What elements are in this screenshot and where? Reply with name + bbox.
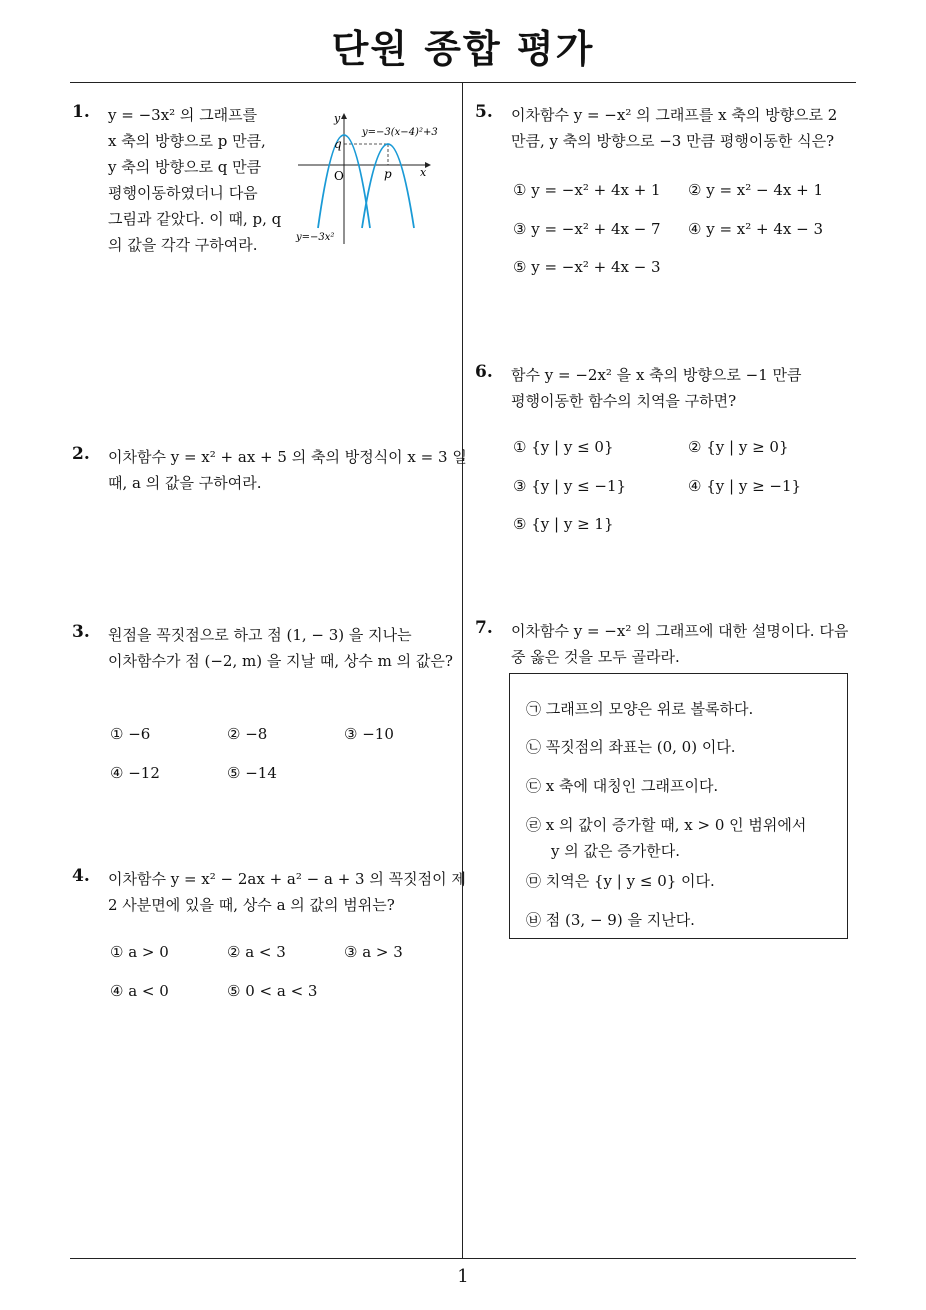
problem-line: y 축의 방향으로 q 만큼: [108, 158, 262, 176]
choice-5[interactable]: ⑤ 0 < a < 3: [227, 982, 318, 1000]
choice-4[interactable]: ④ −12: [110, 764, 160, 782]
statement-item[interactable]: ㉡ 꼭짓점의 좌표는 (0, 0) 이다.: [526, 738, 736, 756]
choice-4[interactable]: ④ y = x² + 4x − 3: [688, 220, 824, 238]
statement-item[interactable]: ㉣ x 의 값이 증가할 때, x > 0 인 범위에서: [526, 816, 807, 834]
problem-text: [108, 102, 281, 258]
problem-line: 만큼, y 축의 방향으로 −3 만큼 평행이동한 식은?: [511, 132, 835, 150]
problem-text: [108, 444, 467, 496]
problem-text: [108, 866, 466, 918]
p-label: p: [384, 167, 392, 181]
choice-3[interactable]: ③ y = −x² + 4x − 7: [513, 220, 661, 238]
problem-text: [108, 622, 453, 674]
column-divider: [462, 82, 463, 1258]
statement-item[interactable]: ㉤ 치역은 {y | y ≤ 0} 이다.: [526, 872, 715, 890]
problem-line: 이차함수 y = −x² 의 그래프에 대한 설명이다. 다음: [511, 622, 849, 640]
choice-3[interactable]: ③ {y | y ≤ −1}: [513, 477, 627, 495]
problem-number: 1.: [72, 102, 90, 122]
choice-2[interactable]: ② y = x² − 4x + 1: [688, 181, 824, 199]
page-number: 1: [457, 1266, 469, 1287]
problem-line: 이차함수 y = −x² 의 그래프를 x 축의 방향으로 2: [511, 106, 838, 124]
problem-line: 중 옳은 것을 모두 골라라.: [511, 648, 680, 666]
problem-line: x 축의 방향으로 p 만큼,: [108, 132, 266, 150]
choice-2[interactable]: ② −8: [227, 725, 268, 743]
bottom-divider: [70, 1258, 856, 1259]
problem-number: 4.: [72, 866, 90, 886]
choice-5[interactable]: ⑤ {y | y ≥ 1}: [513, 515, 614, 533]
problem-line: 원점을 꼭짓점으로 하고 점 (1, − 3) 을 지나는: [108, 626, 412, 644]
problem-line: y = −3x² 의 그래프를: [108, 106, 258, 124]
curve-top-label: y=−3(x−4)²+3: [362, 127, 438, 138]
problem-line: 이차함수 y = x² + ax + 5 의 축의 방정식이 x = 3 일: [108, 448, 467, 466]
page-title: 단원 종합 평가: [331, 27, 595, 71]
choice-3[interactable]: ③ −10: [344, 725, 394, 743]
problem-text: [511, 618, 848, 670]
choice-2[interactable]: ② a < 3: [227, 943, 286, 961]
y-axis-label: y: [334, 112, 341, 125]
choice-4[interactable]: ④ a < 0: [110, 982, 169, 1000]
problem-number: 6.: [475, 362, 493, 382]
q-label: q: [334, 137, 342, 151]
problem-line: 평행이동한 함수의 치역을 구하면?: [511, 392, 737, 410]
statement-box: [509, 673, 848, 939]
problem-number: 3.: [72, 622, 90, 642]
statement-item[interactable]: ㉢ x 축에 대칭인 그래프이다.: [526, 777, 719, 795]
problem-line: 이차함수 y = x² − 2ax + a² − a + 3 의 꼭짓점이 제: [108, 870, 466, 888]
choice-5[interactable]: ⑤ −14: [227, 764, 277, 782]
problem-line: 2 사분면에 있을 때, 상수 a 의 값의 범위는?: [108, 896, 395, 914]
problem-line: 이차함수가 점 (−2, m) 을 지날 때, 상수 m 의 값은?: [108, 652, 453, 670]
parabola-graph: [288, 104, 460, 246]
problem-text: [511, 102, 837, 154]
problem-number: 5.: [475, 102, 493, 122]
curve-bottom-label: y=−3x²: [296, 232, 335, 243]
choice-1[interactable]: ① a > 0: [110, 943, 169, 961]
choice-1[interactable]: ① {y | y ≤ 0}: [513, 438, 614, 456]
problem-line: 그림과 같았다. 이 때, p, q: [108, 210, 282, 228]
statement-item[interactable]: ㉥ 점 (3, − 9) 을 지난다.: [526, 911, 695, 929]
problem-number: 7.: [475, 618, 493, 638]
problem-number: 2.: [72, 444, 90, 464]
choice-5[interactable]: ⑤ y = −x² + 4x − 3: [513, 258, 661, 276]
statement-item-continuation: y 의 값은 증가한다.: [551, 842, 680, 860]
problem-line: 의 값을 각각 구하여라.: [108, 236, 258, 254]
statement-item[interactable]: ㉠ 그래프의 모양은 위로 볼록하다.: [526, 700, 754, 718]
x-axis-label: x: [420, 166, 427, 179]
choice-1[interactable]: ① −6: [110, 725, 151, 743]
top-divider: [70, 82, 856, 83]
choice-1[interactable]: ① y = −x² + 4x + 1: [513, 181, 661, 199]
problem-line: 때, a 의 값을 구하여라.: [108, 474, 262, 492]
choice-2[interactable]: ② {y | y ≥ 0}: [688, 438, 789, 456]
problem-line: 평행이동하였더니 다음: [108, 184, 258, 202]
problem-text: [511, 362, 802, 414]
origin-label: O: [334, 169, 344, 183]
choice-3[interactable]: ③ a > 3: [344, 943, 403, 961]
problem-line: 함수 y = −2x² 을 x 축의 방향으로 −1 만큼: [511, 366, 802, 384]
choice-4[interactable]: ④ {y | y ≥ −1}: [688, 477, 802, 495]
